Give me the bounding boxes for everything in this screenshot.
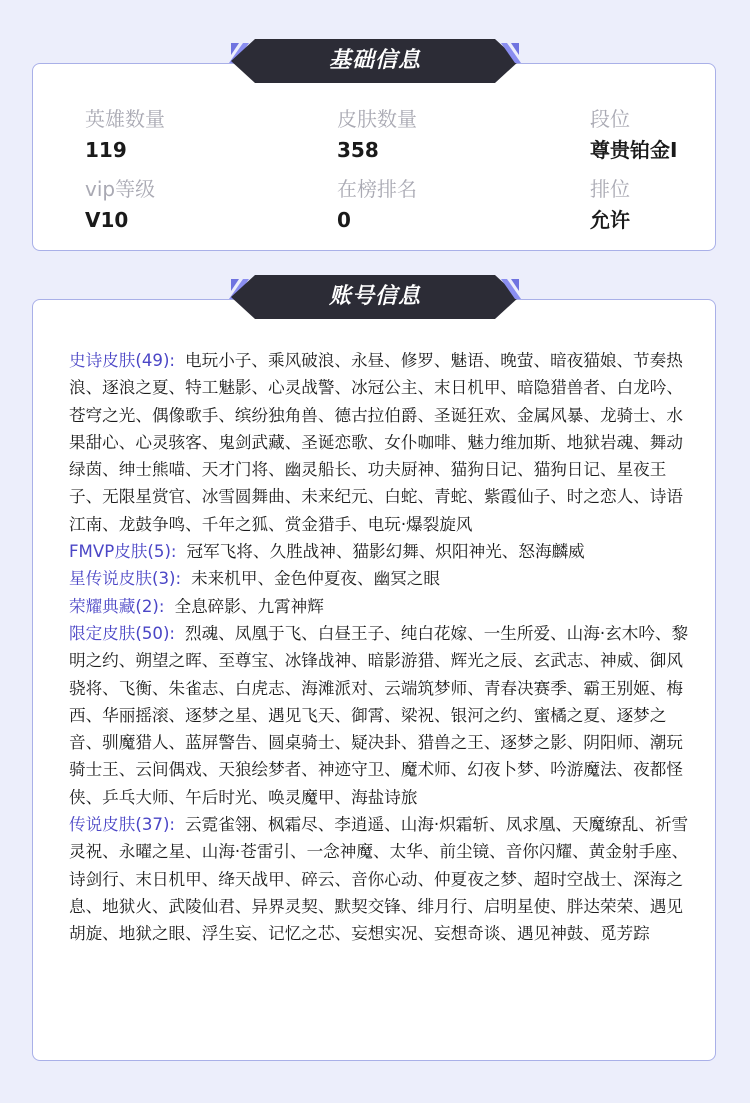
skin-group-label: 荣耀典藏(2):: [69, 596, 165, 616]
stat-value: 119: [85, 138, 127, 162]
account-info-card: [32, 299, 716, 1061]
skin-group-label: 史诗皮肤(49):: [69, 351, 176, 370]
stat-vip-level: [85, 176, 285, 233]
skin-group-items: 冠军飞将、久胜战神、猫影幻舞、炽阳神光、怒海麟威: [186, 542, 585, 562]
skin-group-items: 全息碎影、九霄神辉: [174, 596, 324, 616]
basic-info-card: [32, 63, 716, 251]
skin-group-fmvp: [69, 538, 691, 565]
skin-group-label: FMVP皮肤(5):: [69, 542, 177, 562]
basic-info-title: 基础信息: [328, 48, 421, 73]
stat-leaderboard-rank: [337, 176, 537, 233]
stat-rank-tier: [590, 106, 750, 163]
skin-group-label: 限定皮肤(50):: [69, 623, 176, 643]
stat-skin-count: [337, 106, 537, 163]
basic-info-banner: [229, 37, 521, 85]
skin-group-items: 烈魂、凤凰于飞、白昼王子、纯白花嫁、一生所爱、山海·玄木吟、黎明之约、朔望之晖、至尊宝、冰锋战神、暗影游猎、辉光之辰、玄武志、神威、御风骁将、飞衡、朱雀志、白虎志、海滩派对、云端筑梦师、青春决赛季、霸王别姬、梅西、华丽摇滚、逐梦之星、遇见飞天、御霄、梁祝、银河之约、蜜橘之夏、逐梦之音、驯魔猎人、蓝屏警告、圆桌骑士、疑决卦、猎兽之王、逐梦之影、阴阳师、潮玩骑士王、云间偶戏、天狼绘梦者、神迹守卫、魔术师、幻夜卜梦、吟游魔法、夜都怪侠、乒乓大师、午后时光、唤灵魔甲、海盐诗旅: [69, 623, 689, 807]
stat-value: 尊贵铂金I: [590, 138, 678, 162]
skin-group-epic: [69, 347, 691, 538]
stat-value: 358: [337, 138, 379, 162]
stat-ranked-permission: [590, 176, 750, 233]
account-info-title: 账号信息: [328, 284, 421, 309]
skin-group-items: 电玩小子、乘风破浪、永昼、修罗、魅语、晚萤、暗夜猫娘、节奏热浪、逐浪之夏、特工魅影、心灵战警、冰冠公主、末日机甲、暗隐猎兽者、白龙吟、苍穹之光、偶像歌手、缤纷独角兽、德古拉伯爵、圣诞狂欢、金属风暴、龙骑士、水果甜心、心灵骇客、鬼剑武藏、圣诞恋歌、女仆咖啡、魅力维加斯、地狱岩魂、舞动绿茵、绅士熊喵、天才门将、幽灵船长、功夫厨神、猫狗日记、猫狗日记、星夜王子、无限星赏官、冰雪圆舞曲、未来纪元、白蛇、青蛇、紫霞仙子、时之恋人、诗语江南、龙鼓争鸣、千年之狐、赏金猎手、电玩·爆裂旋风: [69, 351, 683, 534]
stat-value: 允许: [590, 208, 630, 232]
stat-label: 皮肤数量: [337, 107, 417, 131]
stat-label: 英雄数量: [85, 107, 165, 131]
stat-label: 在榜排名: [337, 177, 417, 201]
skin-group-label: 传说皮肤(37):: [69, 815, 176, 835]
stat-hero-count: [85, 106, 285, 163]
skin-group-limited: [69, 620, 691, 811]
stat-label: 段位: [590, 107, 630, 131]
skin-list: [69, 347, 691, 948]
skin-group-star-legend: [69, 565, 691, 592]
skin-group-glory-collection: [69, 593, 691, 620]
skin-group-label: 星传说皮肤(3):: [69, 569, 182, 589]
stat-label: vip等级: [85, 177, 156, 201]
account-info-banner: [229, 273, 521, 321]
stat-value: 0: [337, 208, 351, 232]
stat-label: 排位: [590, 177, 630, 201]
skin-group-legend: [69, 811, 691, 947]
skin-group-items: 云霓雀翎、枫霜尽、李逍遥、山海·炽霜斩、凤求凰、天魔缭乱、祈雪灵祝、永曜之星、山海·苍雷引、一念神魔、太华、前尘镜、音你闪耀、黄金射手座、诗剑行、末日机甲、绛天战甲、碎云、音你心动、仲夏夜之梦、超时空战士、深海之息、地狱火、武陵仙君、异界灵契、默契交锋、绯月行、启明星使、胖达荣荣、遇见胡旋、地狱之眼、浮生妄、记忆之芯、妄想实况、妄想奇谈、遇见神鼓、觅芳踪: [69, 815, 689, 944]
skin-group-items: 未来机甲、金色仲夏夜、幽冥之眼: [191, 569, 440, 589]
stat-value: V10: [85, 208, 129, 232]
